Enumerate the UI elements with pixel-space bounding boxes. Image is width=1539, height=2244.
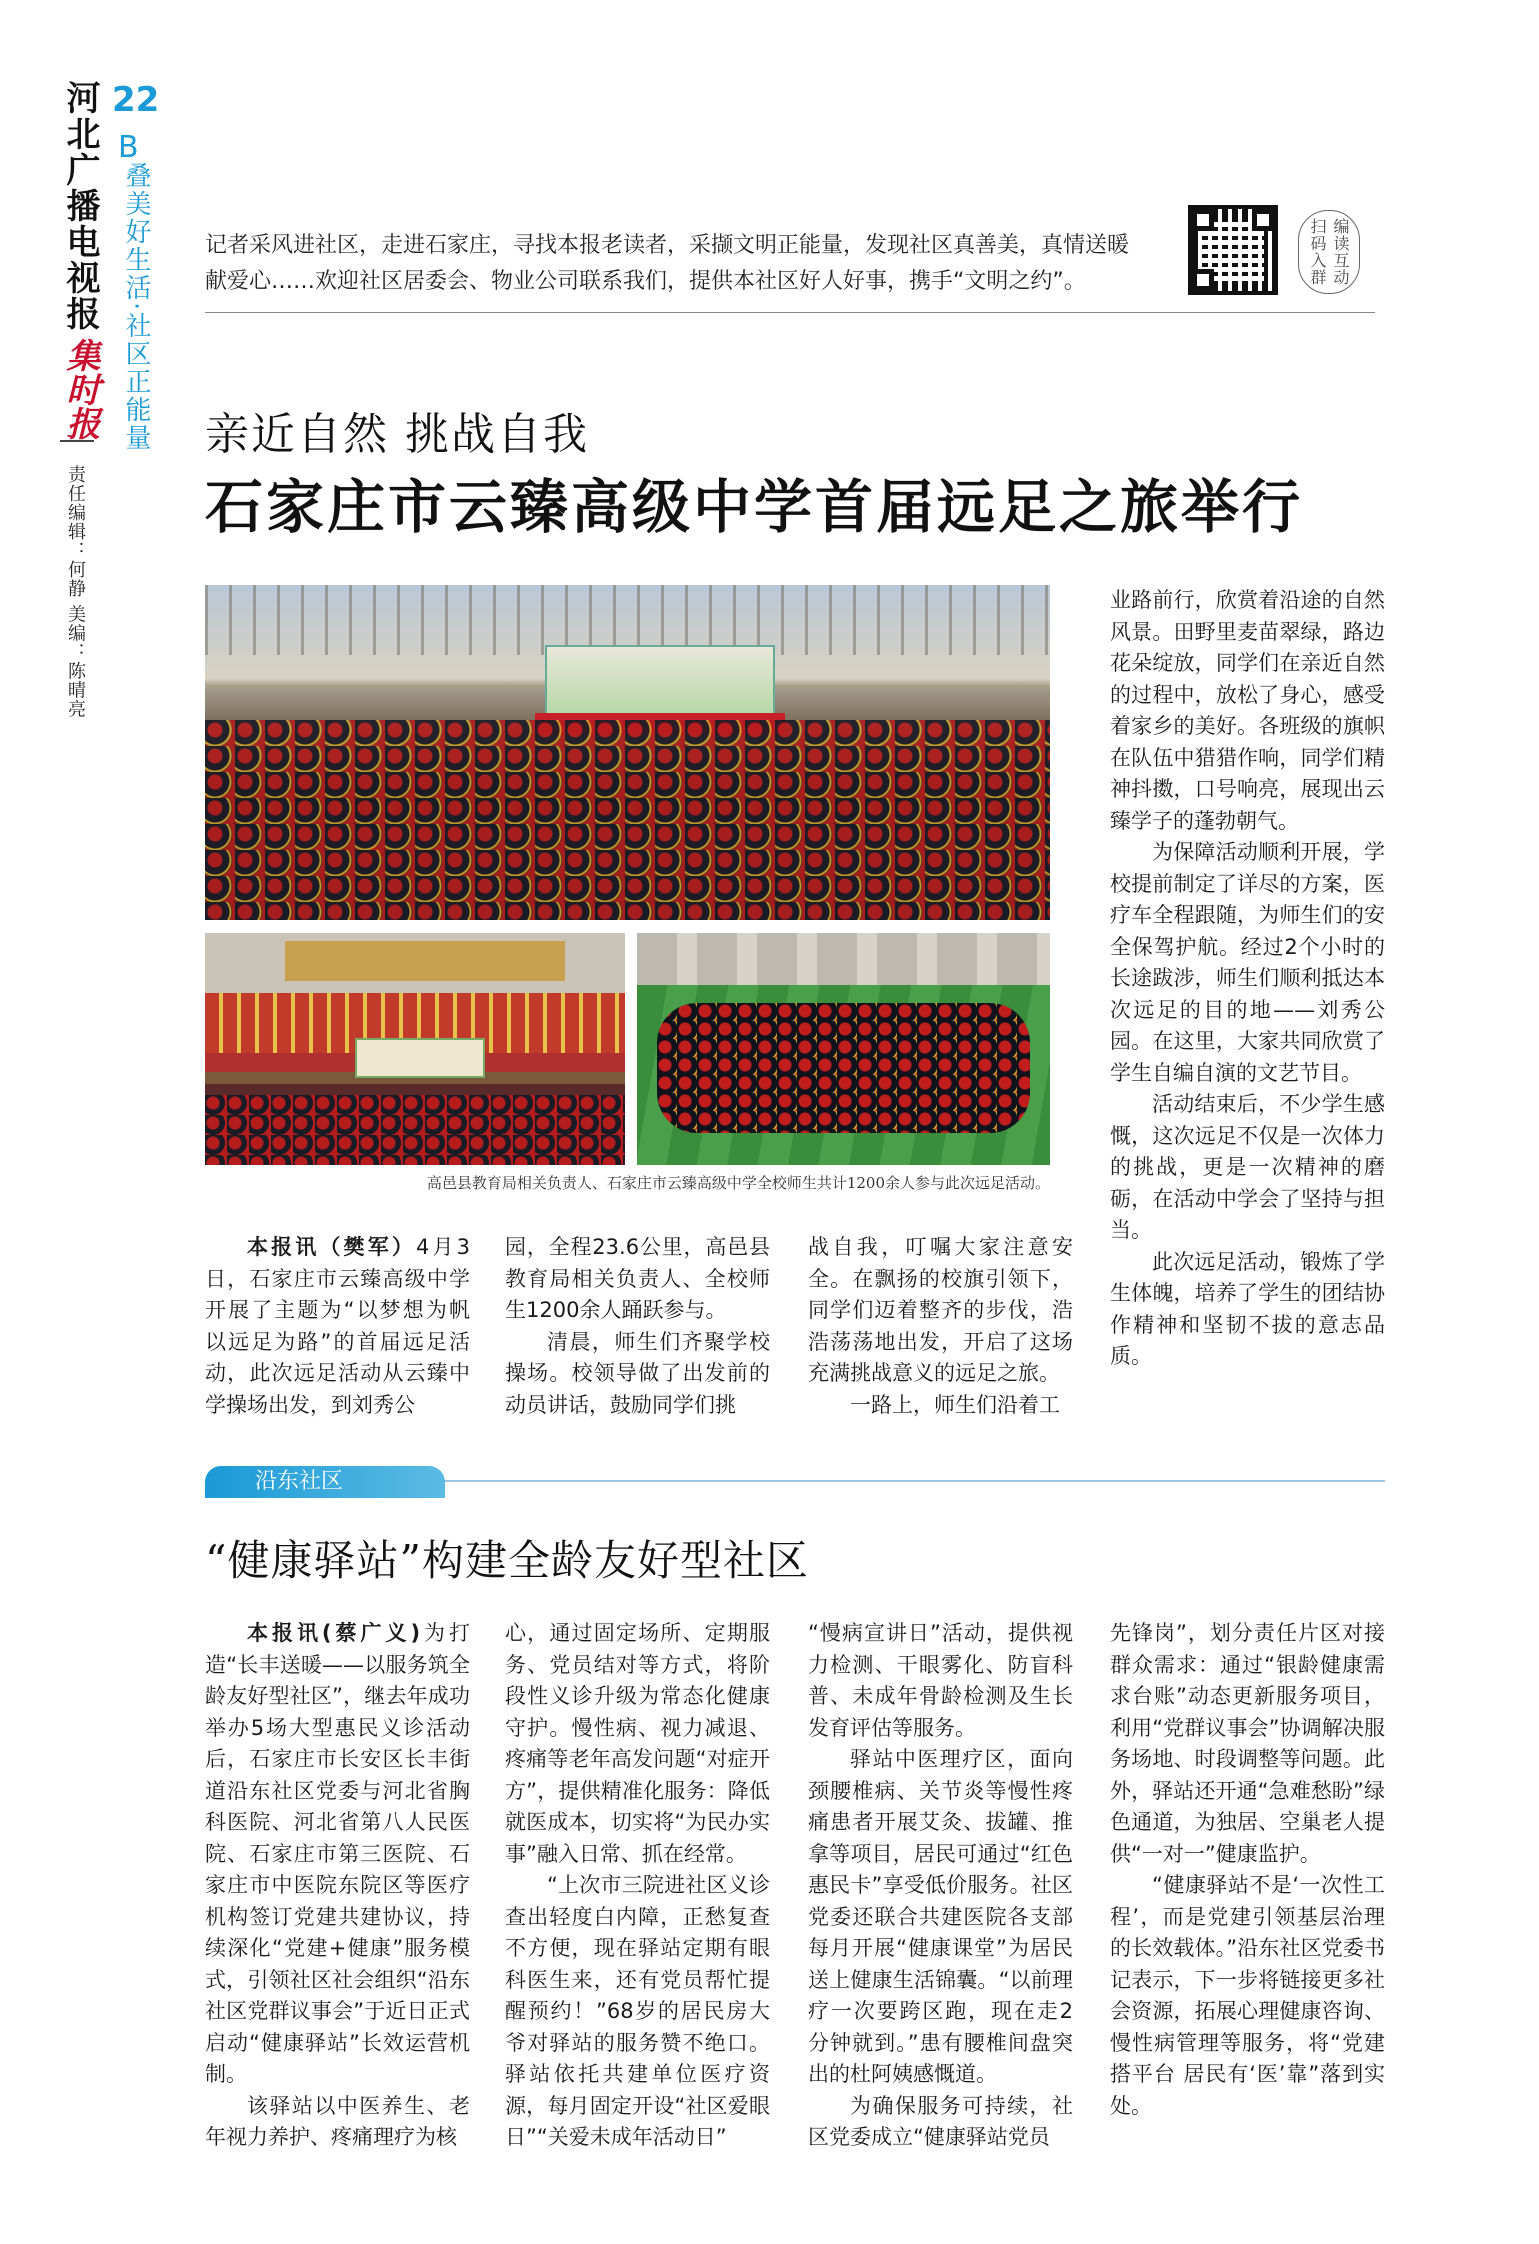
editors-credit: 责任编辑：何静 美编：陈晴亮 — [65, 465, 86, 719]
article2-column-2 — [505, 1618, 770, 2154]
article2-headline: “健康驿站”构建全龄友好型社区 — [205, 1536, 809, 1585]
paragraph: 4月3日，石家庄市云臻高级中学开展了主题为“以梦想为帆 以远足为路”的首届远足活动，此次远足活动从云臻中学操场出发，到刘秀公 — [205, 1235, 470, 1417]
byline: 本报讯（樊军） — [247, 1235, 416, 1259]
paragraph: 一路上，师生们沿着工 — [850, 1392, 1060, 1417]
article2-column-3 — [808, 1618, 1073, 2154]
paragraph: 战自我，叮嘱大家注意安全。在飘扬的校旗引领下，同学们迈着整齐的步伐，浩浩荡荡地出发，开启了这场充满挑战意义的远足之旅。 — [808, 1235, 1073, 1385]
paragraph: 为打造“长丰送暖——以服务筑全龄友好型社区”，继去年成功举办5场大型惠民义诊活动后，石家庄市长安区长丰街道沿东社区党委与河北省胸科医院、河北省第八人民医院、石家庄市第三医院、石家庄市中医院东院区等医疗机构签订党建共建协议，持续深化“党建+健康”服务模式，引领社区社会组织“沿东社区党群议事会”于近日正式启动“健康驿站”长效运营机制。 — [205, 1621, 471, 2086]
article1-right-column — [1110, 585, 1385, 1373]
paper-name: 河北广播电视报 — [60, 80, 100, 332]
paragraph: 驿站中医理疗区，面向颈腰椎病、关节炎等慢性疼痛患者开展艾灸、拔罐、推拿等项目，居民可通过“红色惠民卡”享受低价服务。社区党委还联合共建医院各支部每月开展“健康课堂”为居民送上健康生活锦囊。“以前理疗一次要跨区跑，现在走2分钟就到。”患有腰椎间盘突出的杜阿姨感慨道。 — [808, 1747, 1073, 2086]
paragraph: “上次市三院进社区义诊查出轻度白内障，正愁复查不方便，现在驿站定期有眼科医生来，还有党员帮忙提醒预约！”68岁的居民房大爷对驿站的服务赞不绝口。驿站依托共建单位医疗资源，每月固定开设“社区爱眼日”“关爱未成年活动日” — [505, 1873, 770, 2149]
article1-headline: 石家庄市云臻高级中学首届远足之旅举行 — [205, 473, 1304, 541]
masthead-divider — [60, 440, 94, 442]
paragraph: 该驿站以中医养生、老年视力养护、疼痛理疗为核 — [205, 2093, 470, 2149]
article1-column-3 — [808, 1232, 1073, 1421]
qr-label-interact: 编读互动 — [1331, 218, 1350, 286]
section-name: 叠美好生活·社区正能量 — [121, 162, 151, 453]
qr-code-icon[interactable] — [1188, 205, 1278, 295]
photo-caption: 高邑县教育局相关负责人、石家庄市云臻高级中学全校师生共计1200余人参与此次远足活动。 — [426, 1174, 1050, 1192]
article1-column-2 — [505, 1232, 770, 1421]
paper-sub-logo: 集时报 — [60, 338, 100, 440]
paragraph: 心，通过固定场所、定期服务、党员结对等方式，将阶段性义诊升级为常态化健康守护。慢性病、视力减退、疼痛等老年高发问题“对症开方”，提供精准化服务：降低就医成本，切实将“为民办实事”融入日常、抓在经常。 — [505, 1621, 770, 1866]
paragraph: 先锋岗”，划分责任片区对接群众需求：通过“银龄健康需求台账”动态更新服务项目，利用“党群议事会”协调解决服务场地、时段调整等问题。此外，驿站还开通“急难愁盼”绿色通道，为独居、空巢老人提供“一对一”健康监护。 — [1110, 1621, 1385, 1866]
article1-column-1 — [205, 1232, 470, 1421]
masthead — [56, 80, 100, 440]
paragraph: 此次远足活动，锻炼了学生体魄，培养了学生的团结协作精神和坚韧不拔的意志品质。 — [1110, 1249, 1385, 1368]
qr-label — [1298, 210, 1360, 294]
article2-column-1 — [205, 1618, 470, 2154]
byline: 本报讯(蔡广义) — [247, 1621, 421, 1645]
section-letter: B — [118, 130, 139, 165]
hiking-ceremony-photo — [205, 585, 1050, 920]
article2-column-4 — [1110, 1618, 1385, 2122]
article1-kicker: 亲近自然 挑战自我 — [205, 409, 589, 460]
paragraph: 业路前行，欣赏着沿途的自然风景。田野里麦苗翠绿，路边花朵绽放，同学们在亲近自然的过程中，放松了身心，感受着家乡的美好。各班级的旗帜在队伍中猎猎作响，同学们精神抖擞，口号响亮，展现出云臻学子的蓬勃朝气。 — [1110, 588, 1385, 833]
header-intro: 记者采风进社区，走进石家庄，寻找本报老读者，采撷文明正能量，发现社区真善美，真情送暖献爱心……欢迎社区居委会、物业公司联系我们，提供本社区好人好事，携手“文明之约”。 — [205, 233, 1130, 294]
stadium-assembly-photo — [205, 933, 625, 1165]
qr-label-scan: 扫码入群 — [1308, 218, 1327, 286]
paragraph: 活动结束后，不少学生感慨，这次远足不仅是一次体力的挑战，更是一次精神的磨砺，在活动中学会了坚持与担当。 — [1110, 1092, 1385, 1242]
paragraph: “慢病宣讲日”活动，提供视力检测、干眼雾化、防盲科普、未成年骨龄检测及生长发育评估等服务。 — [808, 1621, 1073, 1740]
community-tag: 沿东社区 — [205, 1466, 445, 1498]
paragraph: “健康驿站不是‘一次性工程’，而是党建引领基层治理的长效载体。”沿东社区党委书记表示，下一步将链接更多社会资源，拓展心理健康咨询、慢性病管理等服务，将“党建搭平台 居民有‘医’靠”落到实处。 — [1110, 1873, 1385, 2118]
paragraph: 园，全程23.6公里，高邑县教育局相关负责人、全校师生1200余人踊跃参与。 — [505, 1235, 770, 1322]
field-formation-photo — [637, 933, 1050, 1165]
paragraph: 为确保服务可持续，社区党委成立“健康驿站党员 — [808, 2093, 1073, 2149]
paragraph: 为保障活动顺利开展，学校提前制定了详尽的方案，医疗车全程跟随，为师生们的安全保驾护航。经过2个小时的长途跋涉，师生们顺利抵达本次远足的目的地——刘秀公园。在这里，大家共同欣赏了学生自编自演的文艺节目。 — [1110, 840, 1385, 1085]
header-divider — [205, 312, 1375, 313]
page-number: 22 — [112, 80, 160, 120]
paragraph: 清晨，师生们齐聚学校操场。校领导做了出发前的动员讲话，鼓励同学们挑 — [505, 1329, 770, 1417]
